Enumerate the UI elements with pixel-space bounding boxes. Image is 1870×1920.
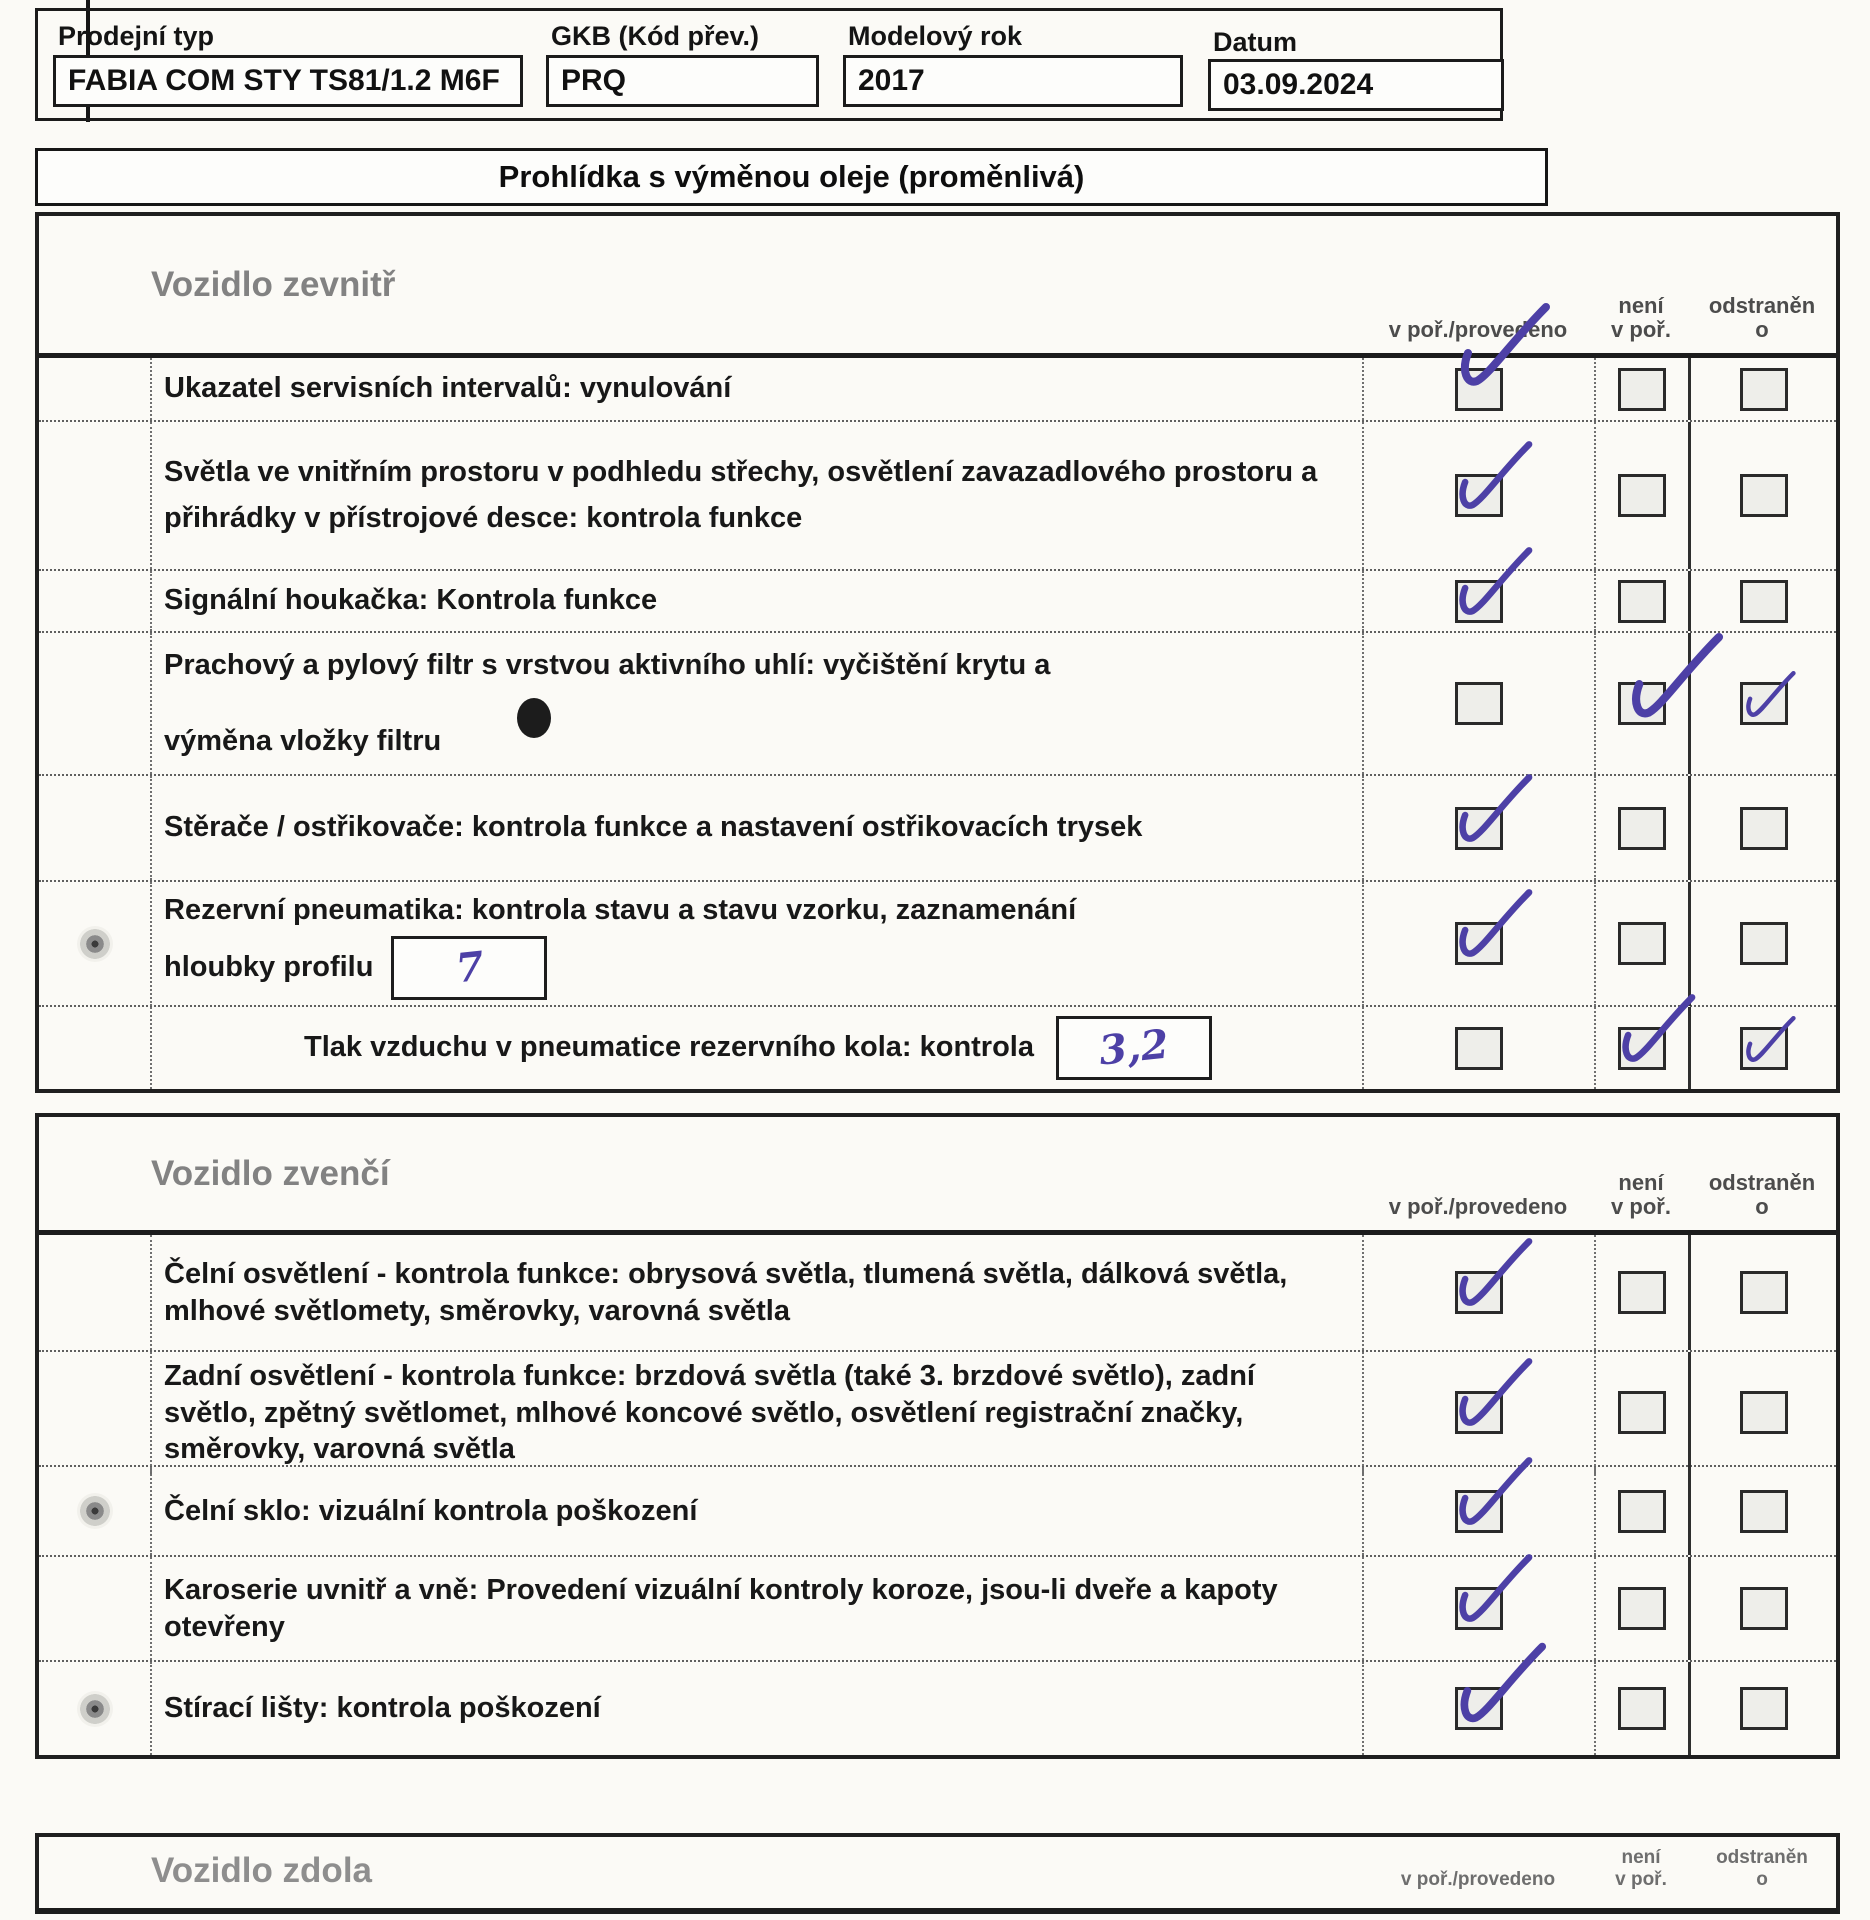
item-text: Čelní osvětlení - kontrola funkce: obrysová světla, tlumená světla, dálková světla, mlhové světlomety, směrovky, varovná světla <box>150 1235 1362 1350</box>
section-header-row <box>39 1837 1836 1904</box>
checkbox-removed[interactable] <box>1688 1007 1836 1089</box>
item-text: Tlak vzduchu v pneumatice rezervního kola: kontrola 3,2 <box>150 1007 1362 1089</box>
field-label: Modelový rok <box>848 21 1023 51</box>
check-mark <box>1615 633 1733 725</box>
column-header-ok: v poř./provedeno <box>1400 1868 1556 1890</box>
checkbox-ok[interactable] <box>1362 882 1594 1006</box>
checkbox-removed[interactable] <box>1688 571 1836 631</box>
column-header-not-ok: není v poř. <box>1611 1169 1671 1220</box>
field-gkb <box>551 21 759 52</box>
row-margin <box>39 633 150 774</box>
check-mark <box>1741 1016 1797 1066</box>
check-mark <box>1452 772 1534 850</box>
checkbox-removed[interactable] <box>1688 882 1836 1006</box>
checkbox-not-ok[interactable] <box>1594 1662 1688 1755</box>
checkbox-not-ok[interactable] <box>1594 358 1688 420</box>
checkbox-removed[interactable] <box>1688 1467 1836 1555</box>
checkbox-not-ok[interactable] <box>1594 633 1688 774</box>
handwritten-value: 7 <box>453 942 486 993</box>
row-margin <box>39 1007 150 1089</box>
row-margin <box>39 422 150 569</box>
field-prodejni-typ <box>58 21 214 52</box>
checkbox-ok[interactable] <box>1362 571 1594 631</box>
row-margin <box>39 1352 150 1474</box>
checklist-row <box>39 880 1836 1005</box>
row-margin <box>39 1557 150 1660</box>
check-mark <box>1452 1638 1548 1734</box>
check-mark <box>1741 671 1797 721</box>
checklist-row <box>39 1350 1836 1465</box>
check-mark <box>1452 1455 1534 1533</box>
item-text: Stěrače / ostřikovače: kontrola funkce a nastavení ostřikovacích trysek <box>150 776 1362 880</box>
field-datum <box>1213 27 1297 58</box>
checkbox-removed[interactable] <box>1688 776 1836 880</box>
section-vozidlo-zvenci <box>35 1113 1840 1759</box>
eye-icon <box>77 1691 113 1727</box>
field-label: Prodejní typ <box>58 21 215 51</box>
document-title-bar <box>35 148 1548 206</box>
item-text: Čelní sklo: vizuální kontrola poškození <box>150 1467 1362 1555</box>
black-dot-marker <box>517 698 551 738</box>
tread-depth-input[interactable] <box>391 936 547 1000</box>
checkbox-removed[interactable] <box>1688 422 1836 569</box>
item-text: Zadní osvětlení - kontrola funkce: brzdová světla (také 3. brzdové světlo), zadní světlo, zpětný světlomet, mlhové koncové světlo, osvětlení registrační značky, směrovky, varovná světla <box>150 1352 1362 1474</box>
checkbox-not-ok[interactable] <box>1594 422 1688 569</box>
item-text: Karoserie uvnitř a vně: Provedení vizuální kontroly koroze, jsou-li dveře a kapoty otevřeny <box>150 1557 1362 1660</box>
section-header-row <box>39 1117 1836 1235</box>
prodejni-typ-input[interactable] <box>53 55 523 107</box>
checklist-row <box>39 1005 1836 1089</box>
item-text: Signální houkačka: Kontrola funkce <box>150 571 1362 631</box>
column-header-ok: v poř./provedeno <box>1388 1194 1568 1220</box>
checkbox-ok[interactable] <box>1362 1235 1594 1350</box>
row-margin <box>39 571 150 631</box>
checkbox-not-ok[interactable] <box>1594 571 1688 631</box>
item-text: Prachový a pylový filtr s vrstvou aktivního uhlí: vyčištění krytu a výměna vložky filtru <box>150 633 1362 774</box>
row-margin <box>39 882 150 1006</box>
section-header-row <box>39 216 1836 358</box>
check-mark <box>1452 1356 1534 1434</box>
eye-icon <box>77 1493 113 1529</box>
check-mark <box>1452 289 1552 407</box>
field-label: GKB (Kód přev.) <box>551 21 759 51</box>
row-margin <box>39 1662 150 1755</box>
datum-input[interactable] <box>1208 59 1504 111</box>
checkbox-not-ok[interactable] <box>1594 776 1688 880</box>
section-title: Vozidlo zvenčí <box>151 1153 390 1193</box>
checklist-row <box>39 1235 1836 1350</box>
checkbox-not-ok[interactable] <box>1594 1467 1688 1555</box>
row-margin <box>39 1235 150 1350</box>
row-margin <box>39 776 150 880</box>
section-title: Vozidlo zdola <box>151 1850 373 1890</box>
check-mark <box>1452 887 1534 965</box>
document-title: Prohlídka s výměnou oleje (proměnlivá) <box>498 159 1085 194</box>
column-header-removed: odstraněn o <box>1708 292 1816 343</box>
field-label: Datum <box>1213 27 1298 57</box>
field-modelovy-rok <box>848 21 1022 52</box>
checkbox-not-ok[interactable] <box>1594 1007 1688 1089</box>
checkbox-not-ok[interactable] <box>1594 1557 1688 1660</box>
checklist-row <box>39 1465 1836 1555</box>
item-text: Světla ve vnitřním prostoru v podhledu střechy, osvětlení zavazadlového prostoru a přihrádky v přístrojové desce: kontrola funkce <box>150 422 1362 569</box>
checklist-row <box>39 420 1836 569</box>
checklist-row <box>39 569 1836 631</box>
tyre-pressure-input[interactable] <box>1056 1016 1212 1080</box>
checklist-row <box>39 774 1836 880</box>
checkbox-ok[interactable] <box>1362 1007 1594 1089</box>
checkbox-removed[interactable] <box>1688 1557 1836 1660</box>
item-text: Rezervní pneumatika: kontrola stavu a stavu vzorku, zaznamenání hloubky profilu 7 <box>150 882 1362 1006</box>
row-margin <box>39 1467 150 1555</box>
gkb-input[interactable] <box>546 55 819 107</box>
checkbox-not-ok[interactable] <box>1594 1235 1688 1350</box>
section-vozidlo-zdola <box>35 1833 1840 1914</box>
column-header-removed: odstraněn o <box>1708 1169 1816 1220</box>
item-text: Stírací lišty: kontrola poškození <box>150 1662 1362 1755</box>
checkbox-ok[interactable] <box>1362 1662 1594 1755</box>
handwritten-value: 3,2 <box>1096 1020 1172 1075</box>
datum-value: 03.09.2024 <box>1223 68 1374 101</box>
checklist-row <box>39 1555 1836 1660</box>
check-mark <box>1452 1552 1534 1630</box>
check-mark <box>1452 439 1534 517</box>
column-header-not-ok: není v poř. <box>1611 292 1671 343</box>
modelovy-rok-value: 2017 <box>858 64 925 97</box>
checkbox-ok[interactable] <box>1362 1467 1594 1555</box>
column-header-removed: odstraněn o <box>1716 1847 1808 1890</box>
check-mark <box>1615 992 1697 1070</box>
row-margin <box>39 358 150 420</box>
checkbox-not-ok[interactable] <box>1594 882 1688 1006</box>
checkbox-ok[interactable] <box>1362 776 1594 880</box>
check-mark <box>1452 545 1534 623</box>
section-title: Vozidlo zevnitř <box>151 264 396 304</box>
checkbox-ok[interactable] <box>1362 633 1594 774</box>
checkbox-removed[interactable] <box>1688 1235 1836 1350</box>
checkbox-removed[interactable] <box>1688 358 1836 420</box>
section-vozidlo-zevnitr <box>35 212 1840 1093</box>
modelovy-rok-input[interactable] <box>843 55 1183 107</box>
gkb-value: PRQ <box>561 64 627 97</box>
item-text: Ukazatel servisních intervalů: vynulování <box>150 358 1362 420</box>
prodejni-typ-value: FABIA COM STY TS81/1.2 M6F <box>68 64 500 97</box>
checklist-row <box>39 631 1836 774</box>
checkbox-not-ok[interactable] <box>1594 1352 1688 1474</box>
eye-icon <box>77 926 113 962</box>
column-header-not-ok: není v poř. <box>1615 1847 1667 1890</box>
checkbox-removed[interactable] <box>1688 1662 1836 1755</box>
check-mark <box>1452 1236 1534 1314</box>
checklist-row <box>39 358 1836 420</box>
checklist-row <box>39 1660 1836 1755</box>
column-header-ok: v poř./provedeno <box>1388 317 1568 343</box>
form-header <box>35 8 1503 121</box>
checkbox-removed[interactable] <box>1688 1352 1836 1474</box>
checkbox-ok[interactable] <box>1362 358 1594 420</box>
